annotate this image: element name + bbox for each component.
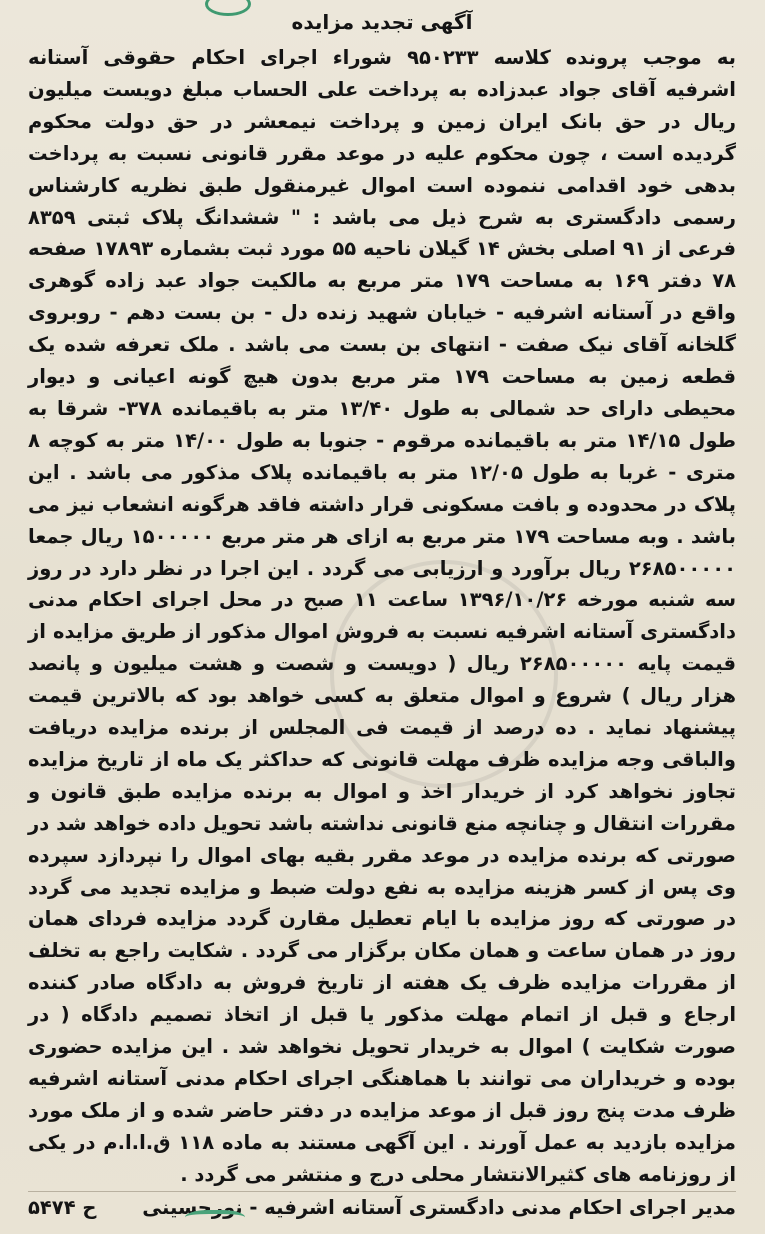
notice-code: ح ۵۴۷۴ (28, 1195, 97, 1219)
notice-body: به موجب پرونده کلاسه ۹۵۰۲۳۳ شوراء اجرای احکام حقوقی آستانه اشرفیه آقای جواد عبدزاده به پرداخت علی الحساب مبلغ دویست میلیون ریال در حق بانک ایران زمین و پرداخت نیمعشر در حق دولت محکوم گردیده است ، چون محکوم علیه در موعد مقرر قانونی نسبت به پرداخت بدهی خود اقدامی ننموده است اموال غیرمنقول طبق نظریه کارشناس رسمی دادگستری به شرح ذیل می باشد : " ششدانگ پلاک ثبتی ۸۳۵۹ فرعی از ۹۱ اصلی بخش ۱۴ گیلان ناحیه ۵۵ مورد ثبت بشماره ۱۷۸۹۳ صفحه ۷۸ دفتر ۱۶۹ به مساحت ۱۷۹ متر مربع به مالکیت جواد عبد زاده گوهری واقع در آستانه اشرفیه - خیابان شهید زنده دل - بن بست دهم - روبروی گلخانه آقای نیک صفت - انتهای بن بست می باشد . ملک تعرفه شده یک قطعه زمین به مساحت ۱۷۹ متر مربع بدون هیچ گونه اعیانی و دیوار محیطی دارای حد شمالی به طول ۱۳/۴۰ متر به باقیمانده ۳۷۸- شرقا به طول ۱۴/۱۵ متر به باقیمانده مرقوم - جنوبا به طول ۱۴/۰۰ متر به کوچه ۸ متری - غربا به طول ۱۲/۰۵ متر به باقیمانده پلاک مذکور می باشد . این پلاک در محدوده و بافت مسکونی قرار داشته فاقد هرگونه انشعاب نیز می باشد . وبه مساحت ۱۷۹ متر مربع به ازای هر متر مربع ۱۵۰۰۰۰۰ ریال جمعا ۲۶۸۵۰۰۰۰۰ ریال برآورد و ارزیابی می گردد . این اجرا در نظر دارد در روز سه شنبه مورخه ۱۳۹۶/۱۰/۲۶ ساعت ۱۱ صبح در محل اجرای احکام مدنی دادگستری آستانه اشرفیه نسبت به فروش اموال مذکور از طریق مزایده از قیمت پایه ۲۶۸۵۰۰۰۰۰ ریال ( دویست و شصت و هشت میلیون و پانصد هزار ریال ) شروع و اموال متعلق به کسی خواهد بود که بالاترین قیمت پیشنهاد نماید . ده درصد از قیمت فی المجلس از برنده مزایده دریافت والباقی وجه مزایده ظرف مهلت قانونی که حداکثر یک ماه از تاریخ مزایده تجاوز نخواهد کرد از خریدار اخذ و اموال به برنده مزایده طبق قانون و مقررات انتقال و چنانچه منع قانونی نداشته باشد تحویل داده خواهد شد در صورتی که برنده مزایده در موعد مقرر بقیه بهای اموال را نپردازد سپرده وی پس از کسر هزینه مزایده به نفع دولت ضبط و مزایده تجدید می گردد در صورتی که روز مزایده با ایام تعطیل مقارن گردد مزایده فردای همان روز در همان ساعت و همان مکان برگزار می گردد . شکایت راجع به تخلف از مقررات مزایده ظرف یک هفته از تاریخ فروش به دادگاه صادر کننده ارجاع و قبل از اتمام مهلت مذکور یا قبل از اتخاذ تصمیم دادگاه ( در صورت شکایت ) اموال به خریدار تحویل نخواهد شد . این مزایده حضوری بوده و خریداران می توانند با هماهنگی اجرای احکام مدنی آستانه اشرفیه ظرف مدت پنج روز قبل از موعد مزایده در دفتر حاضر شده و از ملک مورد مزایده بازدید به عمل آورند . این آگهی مستند به ماده ۱۱۸ ق.ا.ا.م در یکی از روزنامه های کثیرالانتشار محلی درج و منتشر می گردد . (28, 46, 737, 1186)
notice-signature: مدیر اجرای احکام مدنی دادگستری آستانه اشرفیه - نورحسینی (142, 1195, 736, 1219)
notice-footer (28, 1191, 736, 1224)
notice-title: آگهی تجدید مزایده (291, 10, 473, 34)
auction-notice (28, 4, 736, 1224)
ink-mark-bottom (185, 1210, 245, 1228)
